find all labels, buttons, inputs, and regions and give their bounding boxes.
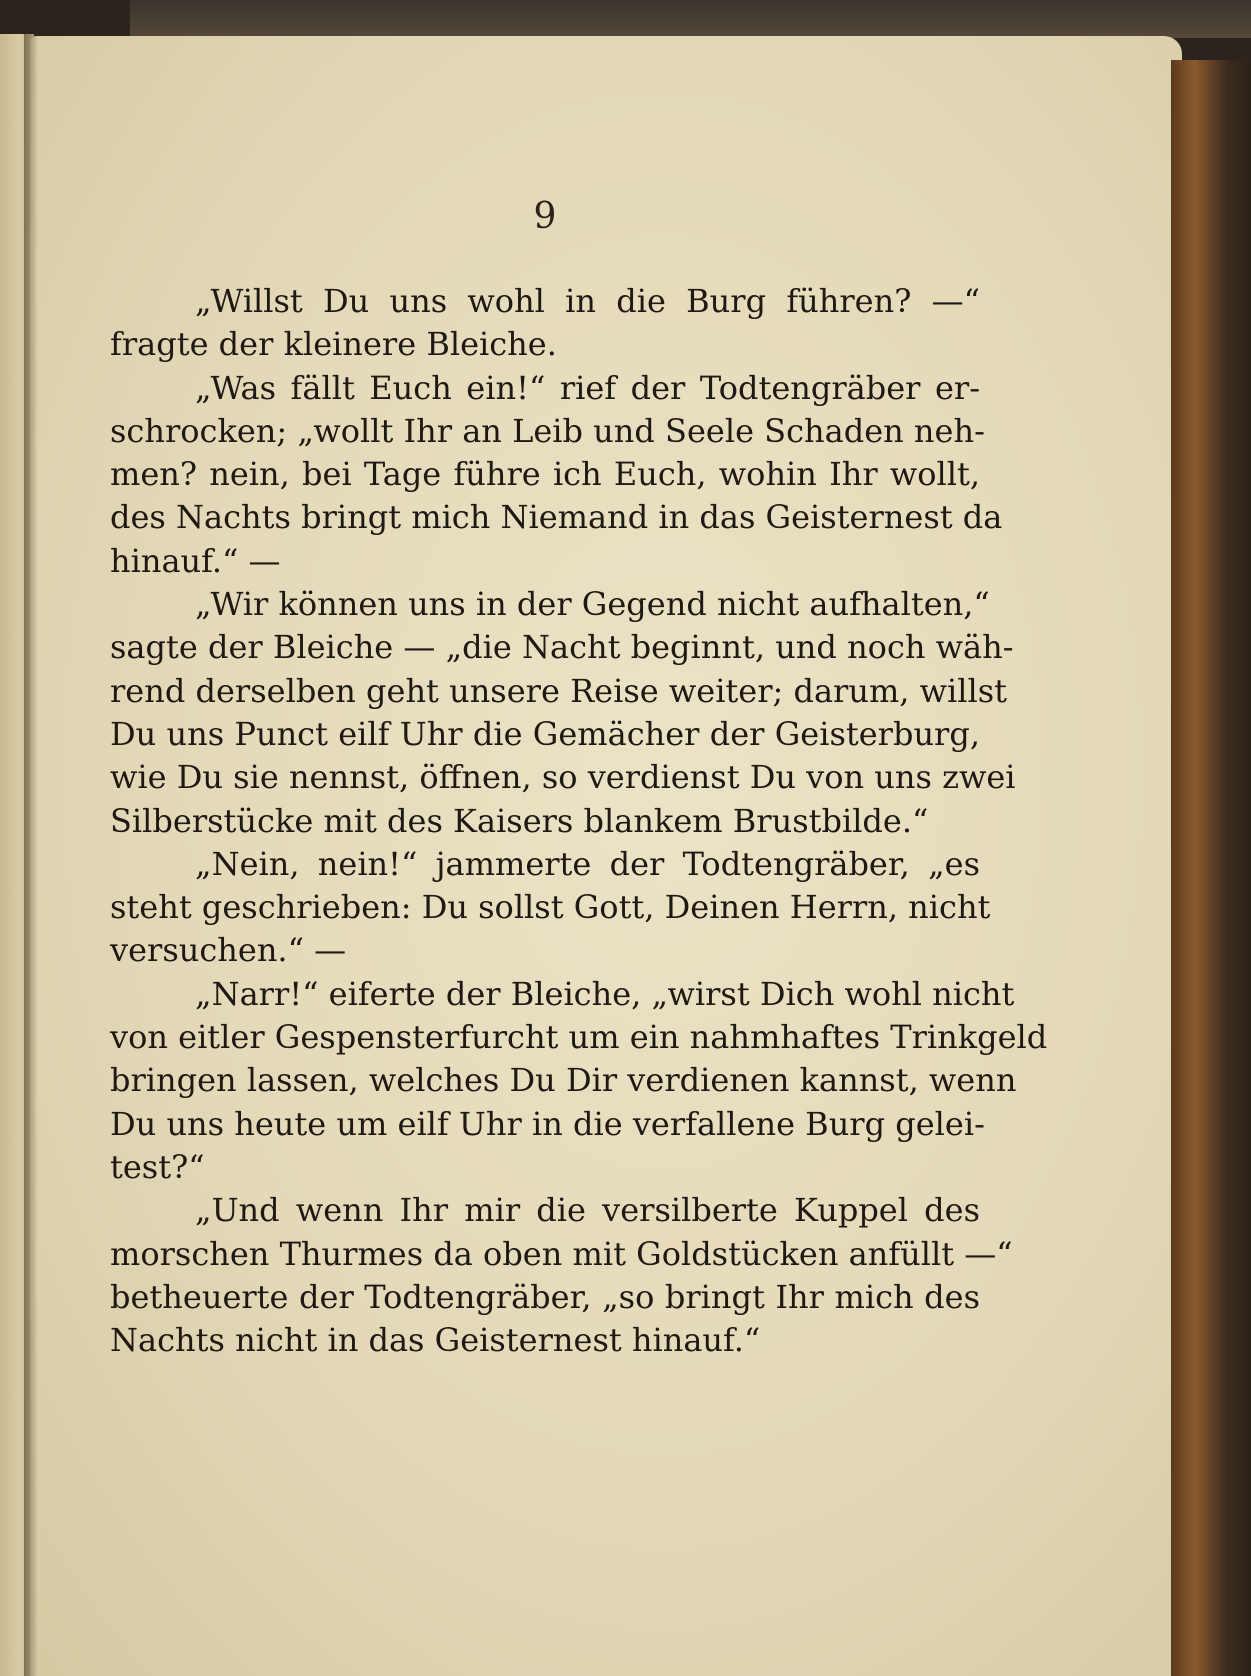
- text-line: hinauf.“ —: [110, 541, 281, 580]
- page-number: 9: [533, 196, 557, 237]
- text-line: bringen lassen, welches Du Dir verdienen kannst, wenn: [110, 1061, 1017, 1100]
- text-line: sagte der Bleiche — „die Nacht beginnt, und noch wäh-: [110, 628, 1014, 667]
- text-line: wie Du sie nennst, öffnen, so verdienst Du von uns zwei: [110, 758, 1016, 797]
- page-text: [110, 280, 1048, 1362]
- text-line: Du uns heute um eilf Uhr in die verfallene Burg gelei-: [110, 1104, 985, 1143]
- book-cover-edge: [1171, 60, 1251, 1676]
- text-line: steht geschrieben: Du sollst Gott, Deinen Herrn, nicht: [110, 888, 991, 927]
- text-line: „Wir können uns in der Gegend nicht aufhalten,“: [195, 585, 990, 624]
- text-line: Nachts nicht in das Geisternest hinauf.“: [110, 1321, 761, 1360]
- text-line: „Nein, nein!“ jammerte der Todtengräber, „es: [195, 844, 980, 883]
- text-line: „Willst Du uns wohl in die Burg führen? —“: [195, 282, 980, 320]
- text-line: des Nachts bringt mich Niemand in das Geisternest da: [110, 498, 1003, 537]
- text-line: men? nein, bei Tage führe ich Euch, wohin Ihr wollt,: [110, 455, 980, 494]
- spine-shadow: [24, 34, 38, 1676]
- text-line: fragte der kleinere Bleiche.: [110, 325, 557, 364]
- text-line: rend derselben geht unsere Reise weiter; darum, willst: [110, 671, 1007, 710]
- text-line: schrocken; „wollt Ihr an Leib und Seele Schaden neh-: [110, 411, 985, 450]
- text-line: test?“: [110, 1147, 205, 1186]
- text-line: von eitler Gespensterfurcht um ein nahmhaftes Trinkgeld: [110, 1018, 1048, 1057]
- text-line: morschen Thurmes da oben mit Goldstücken anfüllt —“: [110, 1234, 1013, 1273]
- book-binding-top: [130, 0, 1251, 38]
- text-line: „Was fällt Euch ein!“ rief der Todtengräber er-: [195, 368, 980, 407]
- text-line: versuchen.“ —: [110, 931, 347, 970]
- text-line: betheuerte der Todtengräber, „so bringt Ihr mich des: [110, 1277, 980, 1316]
- text-line: Du uns Punct eilf Uhr die Gemächer der Geisterburg,: [110, 714, 980, 753]
- text-line: Silberstücke mit des Kaisers blankem Brustbilde.“: [110, 801, 929, 840]
- text-line: „Und wenn Ihr mir die versilberte Kuppel des: [195, 1191, 980, 1230]
- text-line: „Narr!“ eiferte der Bleiche, „wirst Dich wohl nicht: [195, 974, 1015, 1013]
